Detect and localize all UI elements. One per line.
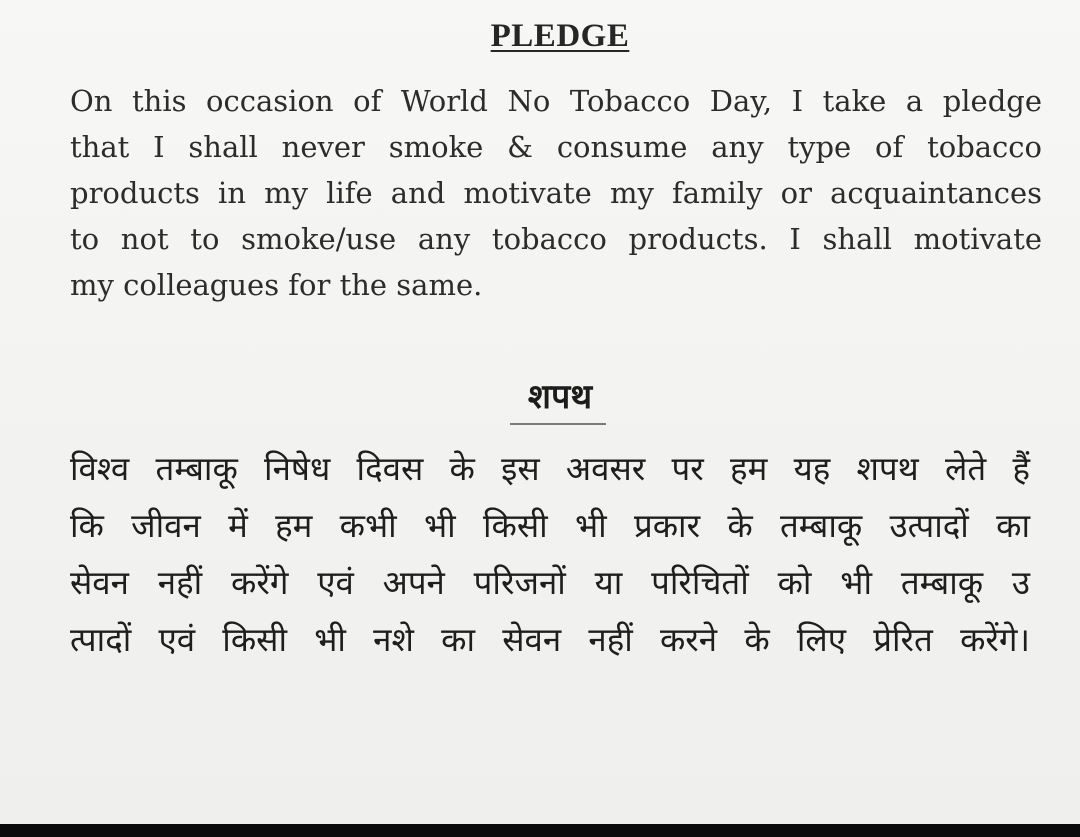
hindi-pledge-line: कि जीवन में हम कभी भी किसी भी प्रकार के तम्बाकू उत्पादों का <box>70 506 1030 545</box>
hindi-pledge-paragraph <box>70 440 1030 668</box>
english-pledge-paragraph <box>70 78 1042 308</box>
english-pledge-line: my colleagues for the same. <box>70 268 483 302</box>
english-pledge-line: to not to smoke/use any tobacco products. I shall motivate <box>70 222 1042 256</box>
hindi-pledge-line: त्पादों एवं किसी भी नशे का सेवन नहीं करने के लिए प्रेरित करेंगे। <box>70 620 1030 659</box>
hindi-pledge-line: सेवन नहीं करेंगे एवं अपने परिजनों या परिचितों को भी तम्बाकू उ <box>70 563 1030 602</box>
english-pledge-line: On this occasion of World No Tobacco Day, I take a pledge <box>70 84 1042 118</box>
hindi-pledge-line: विश्व तम्बाकू निषेध दिवस के इस अवसर पर हम यह शपथ लेते हैं <box>70 449 1030 488</box>
hindi-pledge-title: शपथ <box>527 377 593 417</box>
english-pledge-line: that I shall never smoke & consume any type of tobacco <box>70 130 1042 164</box>
hindi-title-underline <box>510 423 606 425</box>
english-pledge-line: products in my life and motivate my family or acquaintances <box>70 176 1042 210</box>
english-pledge-title: PLEDGE <box>490 18 630 54</box>
bottom-border <box>0 824 1080 837</box>
